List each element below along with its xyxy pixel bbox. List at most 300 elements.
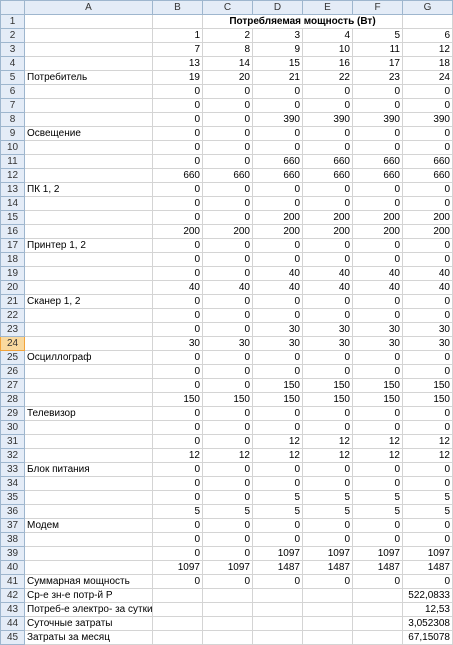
row-label-cell[interactable]: Принтер 1, 2 bbox=[25, 239, 153, 253]
table-title[interactable]: Потребляемая мощность (Вт) bbox=[203, 15, 403, 29]
value-cell[interactable]: 0 bbox=[153, 155, 203, 169]
value-cell[interactable]: 0 bbox=[153, 99, 203, 113]
row-label-cell[interactable] bbox=[25, 561, 153, 575]
row-label-cell[interactable] bbox=[25, 533, 153, 547]
row-header[interactable]: 3 bbox=[1, 43, 25, 57]
value-cell[interactable]: 24 bbox=[403, 71, 453, 85]
value-cell[interactable]: 0 bbox=[303, 365, 353, 379]
value-cell[interactable]: 0 bbox=[353, 351, 403, 365]
value-cell[interactable]: 20 bbox=[203, 71, 253, 85]
row-header[interactable]: 9 bbox=[1, 127, 25, 141]
row-header[interactable]: 24 bbox=[1, 337, 25, 351]
row-label-cell[interactable]: Суточные затраты bbox=[25, 617, 153, 631]
value-cell[interactable]: 0 bbox=[403, 85, 453, 99]
value-cell[interactable] bbox=[253, 631, 303, 645]
value-cell[interactable]: 5 bbox=[353, 29, 403, 43]
value-cell[interactable]: 0 bbox=[253, 295, 303, 309]
value-cell[interactable]: 150 bbox=[253, 379, 303, 393]
row-header[interactable]: 4 bbox=[1, 57, 25, 71]
value-cell[interactable]: 0 bbox=[203, 239, 253, 253]
row-label-cell[interactable] bbox=[25, 379, 153, 393]
row-header[interactable]: 1 bbox=[1, 15, 25, 29]
value-cell[interactable]: 12 bbox=[353, 435, 403, 449]
row-label-cell[interactable]: Осциллограф bbox=[25, 351, 153, 365]
value-cell[interactable]: 0 bbox=[203, 379, 253, 393]
value-cell[interactable]: 0 bbox=[353, 99, 403, 113]
row-header[interactable]: 36 bbox=[1, 505, 25, 519]
value-cell[interactable]: 660 bbox=[403, 169, 453, 183]
row-label-cell[interactable] bbox=[25, 449, 153, 463]
row-header[interactable]: 41 bbox=[1, 575, 25, 589]
row-header[interactable]: 5 bbox=[1, 71, 25, 85]
value-cell[interactable]: 1097 bbox=[253, 547, 303, 561]
column-header-b[interactable]: B bbox=[153, 1, 203, 15]
value-cell[interactable]: 0 bbox=[203, 407, 253, 421]
value-cell[interactable]: 0 bbox=[403, 407, 453, 421]
value-cell[interactable]: 0 bbox=[403, 239, 453, 253]
value-cell[interactable]: 5 bbox=[403, 491, 453, 505]
value-cell[interactable]: 0 bbox=[303, 183, 353, 197]
value-cell[interactable]: 12 bbox=[153, 449, 203, 463]
value-cell[interactable]: 0 bbox=[303, 85, 353, 99]
value-cell[interactable]: 200 bbox=[203, 225, 253, 239]
value-cell[interactable]: 0 bbox=[203, 99, 253, 113]
value-cell[interactable]: 6 bbox=[403, 29, 453, 43]
value-cell[interactable]: 0 bbox=[253, 351, 303, 365]
value-cell[interactable]: 0 bbox=[253, 477, 303, 491]
value-cell[interactable]: 0 bbox=[203, 421, 253, 435]
value-cell[interactable]: 1097 bbox=[303, 547, 353, 561]
value-cell[interactable]: 0 bbox=[153, 253, 203, 267]
value-cell[interactable]: 200 bbox=[153, 225, 203, 239]
value-cell[interactable]: 660 bbox=[253, 169, 303, 183]
value-cell[interactable]: 67,15078 bbox=[403, 631, 453, 645]
row-header[interactable]: 42 bbox=[1, 589, 25, 603]
value-cell[interactable]: 40 bbox=[353, 281, 403, 295]
row-label-cell[interactable]: Ср-е зн-е потр-й Р bbox=[25, 589, 153, 603]
row-header[interactable]: 43 bbox=[1, 603, 25, 617]
value-cell[interactable] bbox=[303, 617, 353, 631]
value-cell[interactable]: 0 bbox=[303, 533, 353, 547]
value-cell[interactable]: 0 bbox=[353, 575, 403, 589]
value-cell[interactable]: 0 bbox=[353, 477, 403, 491]
value-cell[interactable] bbox=[203, 631, 253, 645]
value-cell[interactable]: 0 bbox=[153, 379, 203, 393]
value-cell[interactable]: 0 bbox=[253, 197, 303, 211]
value-cell[interactable]: 0 bbox=[203, 295, 253, 309]
value-cell[interactable]: 390 bbox=[353, 113, 403, 127]
value-cell[interactable]: 30 bbox=[303, 323, 353, 337]
value-cell[interactable]: 1487 bbox=[353, 561, 403, 575]
row-header[interactable]: 14 bbox=[1, 197, 25, 211]
value-cell[interactable]: 0 bbox=[253, 127, 303, 141]
value-cell[interactable]: 40 bbox=[303, 267, 353, 281]
value-cell[interactable]: 0 bbox=[203, 141, 253, 155]
row-label-cell[interactable] bbox=[25, 309, 153, 323]
value-cell[interactable]: 0 bbox=[153, 183, 203, 197]
value-cell[interactable] bbox=[303, 603, 353, 617]
row-header[interactable]: 10 bbox=[1, 141, 25, 155]
value-cell[interactable] bbox=[153, 617, 203, 631]
row-label-cell[interactable] bbox=[25, 43, 153, 57]
value-cell[interactable]: 0 bbox=[153, 211, 203, 225]
value-cell[interactable]: 13 bbox=[153, 57, 203, 71]
value-cell[interactable]: 0 bbox=[353, 183, 403, 197]
value-cell[interactable]: 150 bbox=[303, 379, 353, 393]
value-cell[interactable]: 0 bbox=[153, 127, 203, 141]
row-header[interactable]: 45 bbox=[1, 631, 25, 645]
row-label-cell[interactable] bbox=[25, 85, 153, 99]
value-cell[interactable]: 11 bbox=[353, 43, 403, 57]
row-header[interactable]: 39 bbox=[1, 547, 25, 561]
value-cell[interactable]: 0 bbox=[303, 575, 353, 589]
value-cell[interactable]: 30 bbox=[253, 323, 303, 337]
value-cell[interactable]: 17 bbox=[353, 57, 403, 71]
row-label-cell[interactable]: ПК 1, 2 bbox=[25, 183, 153, 197]
row-label-cell[interactable]: Модем bbox=[25, 519, 153, 533]
value-cell[interactable]: 40 bbox=[253, 281, 303, 295]
value-cell[interactable]: 1487 bbox=[403, 561, 453, 575]
value-cell[interactable]: 0 bbox=[353, 295, 403, 309]
row-header[interactable]: 17 bbox=[1, 239, 25, 253]
value-cell[interactable]: 12 bbox=[253, 435, 303, 449]
value-cell[interactable]: 0 bbox=[153, 575, 203, 589]
cell[interactable] bbox=[25, 15, 153, 29]
value-cell[interactable]: 0 bbox=[353, 421, 403, 435]
value-cell[interactable]: 0 bbox=[153, 113, 203, 127]
value-cell[interactable] bbox=[153, 603, 203, 617]
row-label-cell[interactable] bbox=[25, 393, 153, 407]
value-cell[interactable]: 0 bbox=[203, 253, 253, 267]
value-cell[interactable] bbox=[253, 589, 303, 603]
value-cell[interactable]: 0 bbox=[203, 547, 253, 561]
row-label-cell[interactable] bbox=[25, 253, 153, 267]
row-label-cell[interactable] bbox=[25, 505, 153, 519]
value-cell[interactable] bbox=[153, 631, 203, 645]
column-header-g[interactable]: G bbox=[403, 1, 453, 15]
row-header[interactable]: 21 bbox=[1, 295, 25, 309]
value-cell[interactable]: 4 bbox=[303, 29, 353, 43]
value-cell[interactable]: 0 bbox=[303, 99, 353, 113]
value-cell[interactable]: 0 bbox=[203, 155, 253, 169]
row-header[interactable]: 27 bbox=[1, 379, 25, 393]
row-label-cell[interactable] bbox=[25, 57, 153, 71]
value-cell[interactable]: 0 bbox=[403, 351, 453, 365]
value-cell[interactable]: 1097 bbox=[203, 561, 253, 575]
value-cell[interactable]: 0 bbox=[403, 575, 453, 589]
value-cell[interactable]: 30 bbox=[253, 337, 303, 351]
value-cell[interactable]: 5 bbox=[353, 491, 403, 505]
value-cell[interactable]: 0 bbox=[403, 183, 453, 197]
value-cell[interactable]: 12 bbox=[403, 43, 453, 57]
value-cell[interactable]: 0 bbox=[253, 463, 303, 477]
value-cell[interactable]: 21 bbox=[253, 71, 303, 85]
value-cell[interactable]: 0 bbox=[303, 463, 353, 477]
value-cell[interactable]: 0 bbox=[353, 463, 403, 477]
value-cell[interactable]: 30 bbox=[403, 337, 453, 351]
row-label-cell[interactable] bbox=[25, 225, 153, 239]
value-cell[interactable]: 5 bbox=[203, 505, 253, 519]
value-cell[interactable]: 7 bbox=[153, 43, 203, 57]
value-cell[interactable]: 12 bbox=[403, 449, 453, 463]
value-cell[interactable]: 0 bbox=[353, 365, 403, 379]
value-cell[interactable]: 0 bbox=[203, 575, 253, 589]
row-header[interactable]: 37 bbox=[1, 519, 25, 533]
value-cell[interactable]: 1097 bbox=[153, 561, 203, 575]
value-cell[interactable]: 0 bbox=[153, 365, 203, 379]
value-cell[interactable]: 390 bbox=[403, 113, 453, 127]
row-header[interactable]: 6 bbox=[1, 85, 25, 99]
value-cell[interactable]: 0 bbox=[253, 533, 303, 547]
value-cell[interactable]: 150 bbox=[403, 393, 453, 407]
value-cell[interactable]: 0 bbox=[153, 435, 203, 449]
value-cell[interactable]: 0 bbox=[153, 323, 203, 337]
row-label-cell[interactable] bbox=[25, 281, 153, 295]
value-cell[interactable]: 0 bbox=[203, 113, 253, 127]
value-cell[interactable]: 0 bbox=[403, 197, 453, 211]
row-label-cell[interactable] bbox=[25, 29, 153, 43]
value-cell[interactable]: 390 bbox=[253, 113, 303, 127]
row-header[interactable]: 13 bbox=[1, 183, 25, 197]
value-cell[interactable]: 12 bbox=[353, 449, 403, 463]
value-cell[interactable]: 150 bbox=[403, 379, 453, 393]
row-header[interactable]: 20 bbox=[1, 281, 25, 295]
value-cell[interactable]: 0 bbox=[253, 183, 303, 197]
value-cell[interactable]: 0 bbox=[253, 309, 303, 323]
value-cell[interactable]: 23 bbox=[353, 71, 403, 85]
value-cell[interactable]: 12 bbox=[303, 449, 353, 463]
value-cell[interactable]: 30 bbox=[353, 337, 403, 351]
column-header-c[interactable]: C bbox=[203, 1, 253, 15]
value-cell[interactable]: 0 bbox=[153, 463, 203, 477]
value-cell[interactable]: 40 bbox=[403, 267, 453, 281]
value-cell[interactable]: 0 bbox=[403, 295, 453, 309]
value-cell[interactable]: 0 bbox=[303, 239, 353, 253]
value-cell[interactable]: 0 bbox=[153, 295, 203, 309]
value-cell[interactable]: 0 bbox=[253, 141, 303, 155]
value-cell[interactable]: 150 bbox=[153, 393, 203, 407]
row-label-cell[interactable] bbox=[25, 141, 153, 155]
value-cell[interactable]: 0 bbox=[303, 407, 353, 421]
value-cell[interactable]: 522,0833 bbox=[403, 589, 453, 603]
value-cell[interactable]: 390 bbox=[303, 113, 353, 127]
value-cell[interactable] bbox=[203, 589, 253, 603]
value-cell[interactable]: 150 bbox=[203, 393, 253, 407]
value-cell[interactable]: 0 bbox=[353, 253, 403, 267]
row-label-cell[interactable] bbox=[25, 337, 153, 351]
value-cell[interactable]: 0 bbox=[303, 351, 353, 365]
row-label-cell[interactable] bbox=[25, 365, 153, 379]
value-cell[interactable]: 0 bbox=[403, 253, 453, 267]
row-header[interactable]: 16 bbox=[1, 225, 25, 239]
value-cell[interactable] bbox=[303, 589, 353, 603]
value-cell[interactable]: 660 bbox=[403, 155, 453, 169]
value-cell[interactable] bbox=[253, 617, 303, 631]
value-cell[interactable]: 0 bbox=[303, 253, 353, 267]
row-header[interactable]: 30 bbox=[1, 421, 25, 435]
value-cell[interactable]: 40 bbox=[253, 267, 303, 281]
value-cell[interactable]: 40 bbox=[153, 281, 203, 295]
value-cell[interactable]: 0 bbox=[303, 477, 353, 491]
value-cell[interactable]: 1097 bbox=[353, 547, 403, 561]
value-cell[interactable]: 0 bbox=[353, 309, 403, 323]
value-cell[interactable]: 200 bbox=[253, 225, 303, 239]
row-label-cell[interactable] bbox=[25, 323, 153, 337]
value-cell[interactable]: 150 bbox=[353, 393, 403, 407]
value-cell[interactable]: 5 bbox=[253, 491, 303, 505]
cell[interactable] bbox=[403, 15, 453, 29]
row-header[interactable]: 15 bbox=[1, 211, 25, 225]
value-cell[interactable]: 1487 bbox=[303, 561, 353, 575]
value-cell[interactable]: 0 bbox=[403, 309, 453, 323]
value-cell[interactable] bbox=[353, 631, 403, 645]
value-cell[interactable]: 5 bbox=[303, 505, 353, 519]
value-cell[interactable]: 12 bbox=[253, 449, 303, 463]
value-cell[interactable]: 0 bbox=[153, 519, 203, 533]
value-cell[interactable]: 660 bbox=[303, 155, 353, 169]
value-cell[interactable]: 0 bbox=[303, 519, 353, 533]
value-cell[interactable]: 30 bbox=[303, 337, 353, 351]
value-cell[interactable]: 12 bbox=[203, 449, 253, 463]
row-label-cell[interactable] bbox=[25, 155, 153, 169]
row-label-cell[interactable]: Сканер 1, 2 bbox=[25, 295, 153, 309]
value-cell[interactable]: 40 bbox=[353, 267, 403, 281]
row-header[interactable]: 22 bbox=[1, 309, 25, 323]
row-label-cell[interactable] bbox=[25, 99, 153, 113]
value-cell[interactable]: 0 bbox=[203, 323, 253, 337]
row-header[interactable]: 34 bbox=[1, 477, 25, 491]
value-cell[interactable]: 12 bbox=[303, 435, 353, 449]
value-cell[interactable]: 0 bbox=[253, 253, 303, 267]
value-cell[interactable]: 0 bbox=[203, 127, 253, 141]
value-cell[interactable]: 0 bbox=[203, 435, 253, 449]
value-cell[interactable]: 0 bbox=[303, 127, 353, 141]
value-cell[interactable]: 16 bbox=[303, 57, 353, 71]
value-cell[interactable] bbox=[203, 603, 253, 617]
column-header-f[interactable]: F bbox=[353, 1, 403, 15]
value-cell[interactable]: 200 bbox=[303, 211, 353, 225]
value-cell[interactable] bbox=[353, 603, 403, 617]
value-cell[interactable]: 30 bbox=[203, 337, 253, 351]
value-cell[interactable]: 0 bbox=[253, 85, 303, 99]
value-cell[interactable]: 0 bbox=[203, 85, 253, 99]
row-label-cell[interactable] bbox=[25, 197, 153, 211]
row-header[interactable]: 19 bbox=[1, 267, 25, 281]
value-cell[interactable]: 0 bbox=[403, 519, 453, 533]
value-cell[interactable]: 0 bbox=[153, 533, 203, 547]
row-header[interactable]: 23 bbox=[1, 323, 25, 337]
row-header[interactable]: 35 bbox=[1, 491, 25, 505]
row-label-cell[interactable] bbox=[25, 491, 153, 505]
value-cell[interactable]: 0 bbox=[203, 519, 253, 533]
value-cell[interactable]: 5 bbox=[353, 505, 403, 519]
value-cell[interactable]: 150 bbox=[303, 393, 353, 407]
value-cell[interactable]: 0 bbox=[203, 211, 253, 225]
value-cell[interactable]: 1 bbox=[153, 29, 203, 43]
row-header[interactable]: 7 bbox=[1, 99, 25, 113]
value-cell[interactable] bbox=[203, 617, 253, 631]
value-cell[interactable]: 0 bbox=[253, 421, 303, 435]
value-cell[interactable]: 0 bbox=[203, 351, 253, 365]
value-cell[interactable]: 0 bbox=[353, 407, 403, 421]
value-cell[interactable]: 0 bbox=[253, 519, 303, 533]
value-cell[interactable]: 5 bbox=[253, 505, 303, 519]
value-cell[interactable]: 200 bbox=[403, 211, 453, 225]
row-header[interactable]: 40 bbox=[1, 561, 25, 575]
row-header[interactable]: 38 bbox=[1, 533, 25, 547]
value-cell[interactable]: 0 bbox=[153, 197, 203, 211]
value-cell[interactable]: 0 bbox=[203, 477, 253, 491]
value-cell[interactable]: 0 bbox=[353, 85, 403, 99]
value-cell[interactable]: 0 bbox=[253, 99, 303, 113]
value-cell[interactable]: 0 bbox=[303, 197, 353, 211]
column-header-e[interactable]: E bbox=[303, 1, 353, 15]
value-cell[interactable]: 0 bbox=[203, 463, 253, 477]
value-cell[interactable]: 1097 bbox=[403, 547, 453, 561]
value-cell[interactable]: 0 bbox=[203, 267, 253, 281]
value-cell[interactable]: 0 bbox=[153, 239, 203, 253]
value-cell[interactable]: 0 bbox=[153, 491, 203, 505]
value-cell[interactable]: 0 bbox=[303, 141, 353, 155]
value-cell[interactable]: 0 bbox=[153, 547, 203, 561]
value-cell[interactable]: 0 bbox=[253, 575, 303, 589]
value-cell[interactable]: 0 bbox=[253, 407, 303, 421]
row-label-cell[interactable] bbox=[25, 547, 153, 561]
value-cell[interactable]: 5 bbox=[153, 505, 203, 519]
value-cell[interactable]: 200 bbox=[403, 225, 453, 239]
row-header[interactable]: 8 bbox=[1, 113, 25, 127]
row-label-cell[interactable]: Потреб-е электро- за сутки bbox=[25, 603, 153, 617]
value-cell[interactable]: 660 bbox=[203, 169, 253, 183]
value-cell[interactable]: 15 bbox=[253, 57, 303, 71]
value-cell[interactable]: 0 bbox=[403, 477, 453, 491]
value-cell[interactable]: 200 bbox=[353, 211, 403, 225]
value-cell[interactable]: 0 bbox=[203, 183, 253, 197]
row-header[interactable]: 12 bbox=[1, 169, 25, 183]
value-cell[interactable] bbox=[153, 589, 203, 603]
row-label-cell[interactable] bbox=[25, 267, 153, 281]
value-cell[interactable]: 0 bbox=[203, 491, 253, 505]
value-cell[interactable]: 3 bbox=[253, 29, 303, 43]
value-cell[interactable] bbox=[253, 603, 303, 617]
value-cell[interactable]: 0 bbox=[403, 99, 453, 113]
value-cell[interactable]: 660 bbox=[153, 169, 203, 183]
row-header[interactable]: 31 bbox=[1, 435, 25, 449]
value-cell[interactable]: 0 bbox=[153, 351, 203, 365]
value-cell[interactable]: 150 bbox=[253, 393, 303, 407]
value-cell[interactable]: 0 bbox=[253, 365, 303, 379]
row-label-cell[interactable] bbox=[25, 113, 153, 127]
value-cell[interactable]: 660 bbox=[303, 169, 353, 183]
value-cell[interactable]: 40 bbox=[403, 281, 453, 295]
value-cell[interactable]: 660 bbox=[353, 155, 403, 169]
value-cell[interactable]: 200 bbox=[303, 225, 353, 239]
row-label-cell[interactable] bbox=[25, 169, 153, 183]
value-cell[interactable]: 0 bbox=[353, 519, 403, 533]
value-cell[interactable]: 10 bbox=[303, 43, 353, 57]
row-header[interactable]: 32 bbox=[1, 449, 25, 463]
row-label-cell[interactable] bbox=[25, 435, 153, 449]
value-cell[interactable]: 0 bbox=[403, 421, 453, 435]
value-cell[interactable]: 0 bbox=[153, 477, 203, 491]
value-cell[interactable]: 5 bbox=[403, 505, 453, 519]
value-cell[interactable]: 0 bbox=[153, 309, 203, 323]
value-cell[interactable]: 8 bbox=[203, 43, 253, 57]
value-cell[interactable]: 0 bbox=[203, 309, 253, 323]
row-label-cell[interactable]: Освещение bbox=[25, 127, 153, 141]
value-cell[interactable]: 0 bbox=[153, 407, 203, 421]
value-cell[interactable]: 30 bbox=[153, 337, 203, 351]
